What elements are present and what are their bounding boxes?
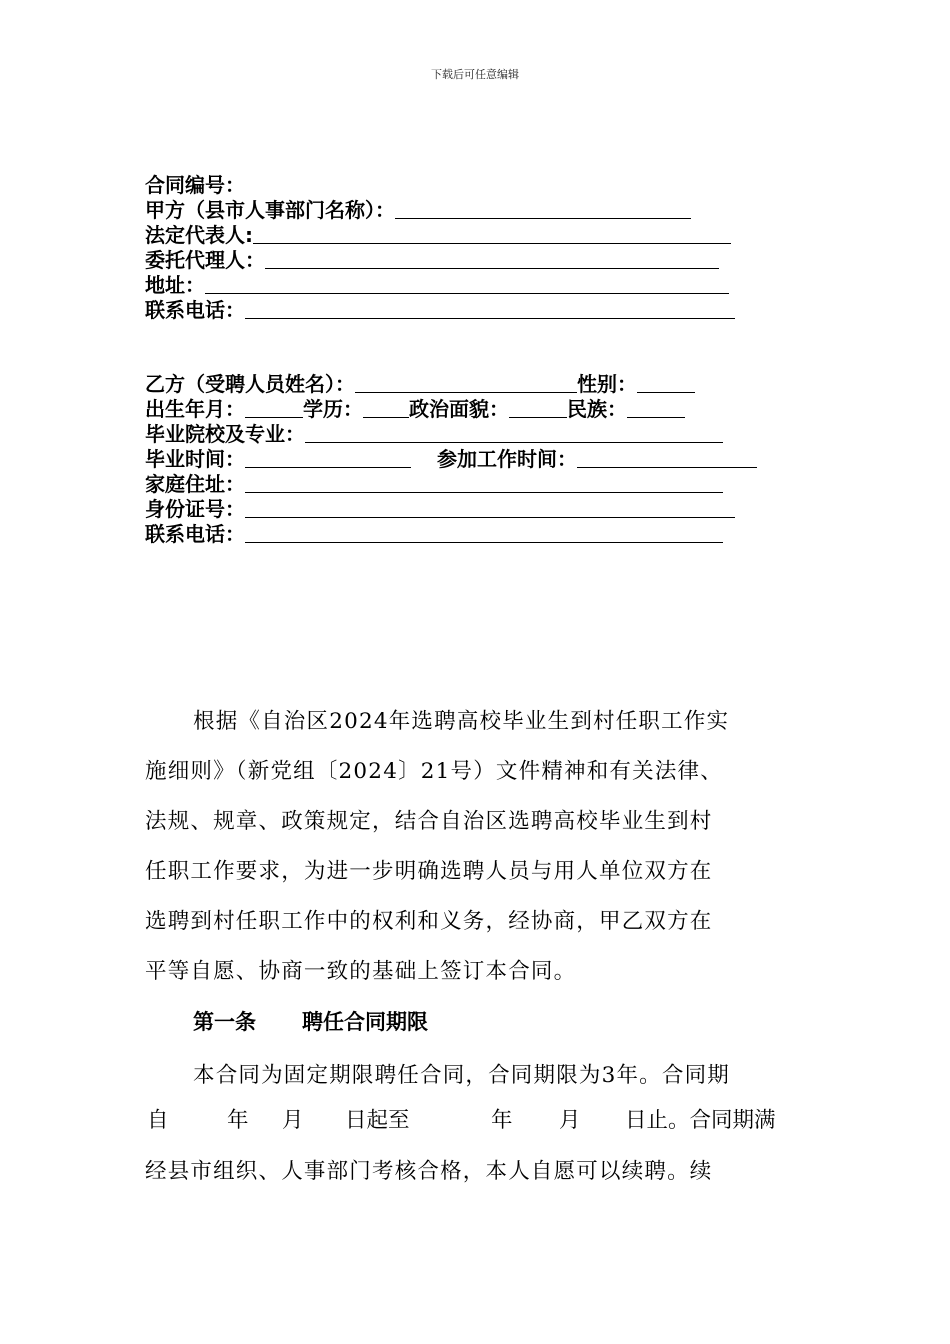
article-1-number: 第一条	[193, 1010, 256, 1034]
id-number-row	[145, 497, 735, 522]
agent-row	[145, 248, 719, 273]
page-header-note: 下载后可任意编辑	[431, 68, 519, 81]
contract-period-line	[145, 1101, 805, 1141]
party-a-name-row	[145, 198, 691, 223]
party-b-phone-row	[145, 522, 723, 547]
id-number-field[interactable]	[245, 497, 735, 518]
period-start-day-word: 日起至	[345, 1108, 410, 1133]
period-end-day-text: 日止。合同期满	[625, 1108, 776, 1133]
period-start-month-word: 月	[282, 1108, 304, 1133]
article-1-title: 聘任合同期限	[302, 1010, 428, 1034]
party-a-name-label: 甲方（县市人事部门名称）：	[145, 198, 395, 222]
political-field[interactable]	[509, 397, 567, 418]
school-label: 毕业院校及专业：	[145, 422, 305, 446]
agent-label: 委托代理人：	[145, 248, 265, 272]
address-label: 地址：	[145, 273, 205, 297]
birth-label: 出生年月：	[145, 397, 245, 421]
school-row	[145, 422, 723, 447]
party-a-phone-label: 联系电话：	[145, 298, 245, 322]
ethnic-label: 民族：	[567, 397, 627, 421]
education-field[interactable]	[363, 397, 409, 418]
grad-time-field[interactable]	[245, 447, 411, 468]
period-start-year-word: 年	[227, 1108, 249, 1133]
article-1-text: 经县市组织、人事部门考核合格，本人自愿可以续聘。续	[145, 1159, 713, 1184]
gender-field[interactable]	[637, 372, 695, 393]
period-from-word: 自	[147, 1108, 169, 1133]
birth-field[interactable]	[245, 397, 303, 418]
preamble-line: 平等自愿、协商一致的基础上签订本合同。	[145, 959, 577, 984]
grad-time-row	[145, 447, 757, 472]
address-row	[145, 273, 729, 298]
article-1-heading	[193, 1004, 428, 1040]
article-1-line-3	[145, 1147, 805, 1197]
home-address-label: 家庭住址：	[145, 472, 245, 496]
school-field[interactable]	[305, 422, 723, 443]
address-field[interactable]	[205, 273, 729, 294]
party-a-phone-row	[145, 298, 735, 323]
period-end-year-word: 年	[491, 1108, 513, 1133]
article-1-text: 本合同为固定期限聘任合同，合同期限为3年。合同期	[193, 1063, 730, 1088]
contract-number-row	[145, 173, 245, 198]
preamble-line: 根据《自治区2024年选聘高校毕业生到村任职工作实	[193, 709, 730, 734]
ethnic-field[interactable]	[627, 397, 685, 418]
political-label: 政治面貌：	[409, 397, 509, 421]
work-start-label: 参加工作时间：	[437, 447, 577, 471]
legal-rep-field[interactable]	[253, 223, 731, 244]
article-1-line-1	[145, 1051, 805, 1101]
party-a-phone-field[interactable]	[245, 298, 735, 319]
party-b-phone-label: 联系电话：	[145, 522, 245, 546]
home-address-row	[145, 472, 723, 497]
party-b-name-label: 乙方（受聘人员姓名）：	[145, 372, 355, 396]
legal-rep-row	[145, 223, 731, 248]
id-number-label: 身份证号：	[145, 497, 245, 521]
period-end-month-word: 月	[559, 1108, 581, 1133]
agent-field[interactable]	[265, 248, 719, 269]
party-b-phone-field[interactable]	[245, 522, 723, 543]
work-start-field[interactable]	[577, 447, 757, 468]
preamble-line: 选聘到村任职工作中的权利和义务，经协商，甲乙双方在	[145, 909, 713, 934]
grad-time-label: 毕业时间：	[145, 447, 245, 471]
party-b-name-row	[145, 372, 695, 397]
preamble-paragraph	[145, 697, 805, 997]
legal-rep-label: 法定代表人:	[145, 223, 253, 247]
education-label: 学历：	[303, 397, 363, 421]
contract-number-label: 合同编号：	[145, 173, 245, 197]
party-b-name-field[interactable]	[355, 372, 577, 393]
gender-label: 性别：	[577, 372, 637, 396]
preamble-line: 施细则》（新党组〔2024〕21号）文件精神和有关法律、	[145, 759, 723, 784]
preamble-line: 法规、规章、政策规定，结合自治区选聘高校毕业生到村	[145, 809, 713, 834]
party-a-name-field[interactable]	[395, 198, 691, 219]
personal-info-row	[145, 397, 685, 422]
preamble-line: 任职工作要求，为进一步明确选聘人员与用人单位双方在	[145, 859, 713, 884]
home-address-field[interactable]	[245, 472, 723, 493]
